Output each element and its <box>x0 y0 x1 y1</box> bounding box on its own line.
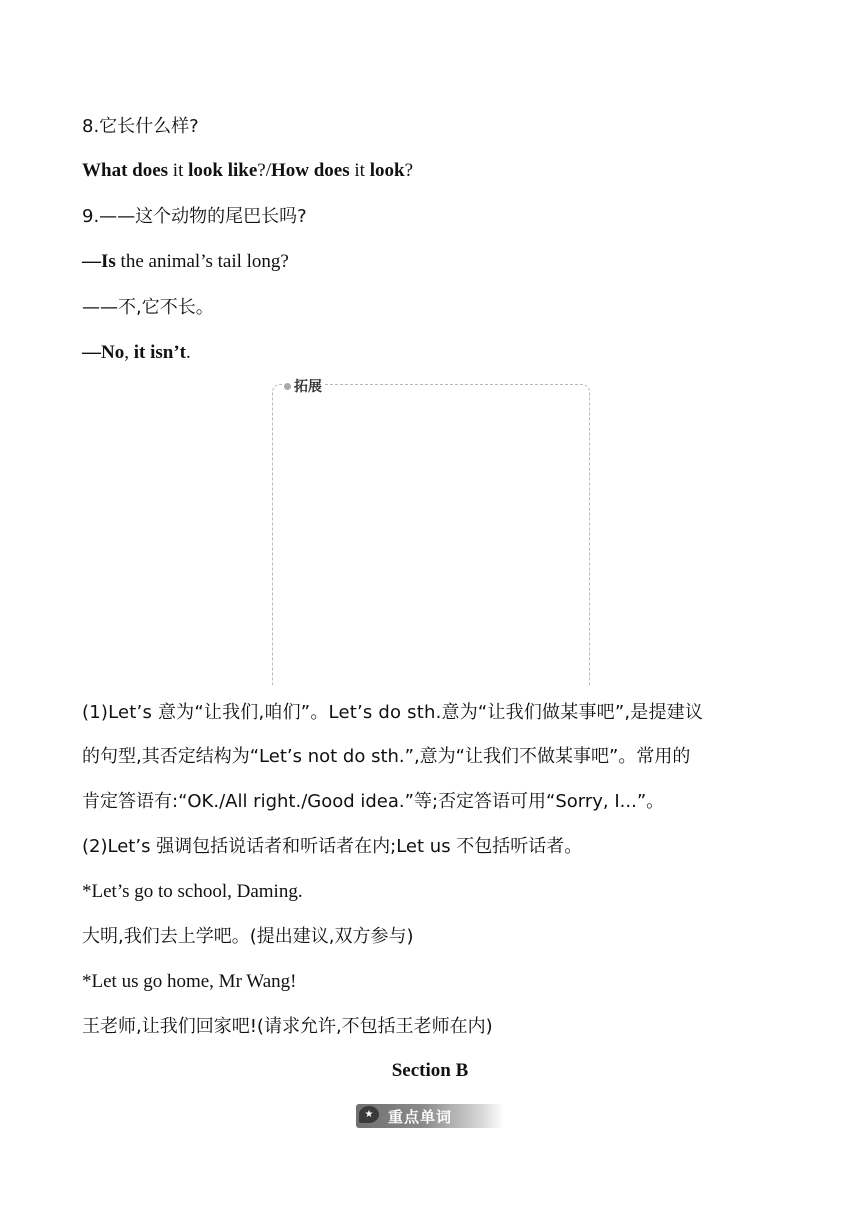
q9-chinese-question: 9.——这个动物的尾巴长吗? <box>82 206 307 227</box>
q8-en-part: How does <box>270 160 350 181</box>
q9-english-question <box>82 249 289 275</box>
q8-en-part: look like <box>188 160 258 181</box>
note-1-line-2: 的句型,其否定结构为“Let’s not do sth.”,意为“让我们不做某事吧”。常用的 <box>82 746 691 767</box>
bullet-dot-icon <box>284 383 291 390</box>
q8-en-part: What does <box>82 160 169 181</box>
expand-box-title <box>282 376 325 396</box>
q8-en-part: ?/ <box>257 160 271 181</box>
expand-box <box>272 384 590 685</box>
q9-english-answer <box>82 340 191 366</box>
note-1-line-3: 肯定答语有:“OK./All right./Good idea.”等;否定答语可用“Sorry, I...”。 <box>82 791 665 812</box>
example-1-english: *Let’s go to school, Daming. <box>82 881 303 902</box>
star-chat-icon: ★ <box>359 1106 379 1123</box>
note-2: (2)Let’s 强调包括说话者和听话者在内;Let us 不包括听话者。 <box>82 836 583 857</box>
q8-en-part: ? <box>404 160 413 181</box>
key-words-label: 重点单词 <box>388 1108 453 1126</box>
q8-chinese: 8.它长什么样? <box>82 116 199 137</box>
q9-en-part: —No <box>82 342 125 363</box>
section-title: Section B <box>391 1060 469 1081</box>
q8-en-part: it <box>168 160 189 181</box>
q8-en-part: look <box>369 160 405 181</box>
q9-en-part: . <box>185 342 191 363</box>
key-words-banner <box>356 1104 504 1128</box>
example-2-english: *Let us go home, Mr Wang! <box>82 971 297 992</box>
note-1-line-1: (1)Let’s 意为“让我们,咱们”。Let’s do sth.意为“让我们做某事吧”,是提建议 <box>82 702 704 723</box>
q8-english <box>82 158 413 184</box>
example-2-chinese: 王老师,让我们回家吧!(请求允许,不包括王老师在内) <box>82 1016 493 1037</box>
q9-en-part: —Is <box>82 251 116 272</box>
q9-en-part: it isn’t <box>133 342 186 363</box>
q9-en-part: the animal’s tail long? <box>115 251 289 272</box>
q9-en-part: , <box>124 342 134 363</box>
q8-en-part: it <box>349 160 370 181</box>
expand-box-label: 拓展 <box>294 379 322 395</box>
example-1-chinese: 大明,我们去上学吧。(提出建议,双方参与) <box>82 926 414 947</box>
q9-chinese-answer: ——不,它不长。 <box>82 297 214 318</box>
